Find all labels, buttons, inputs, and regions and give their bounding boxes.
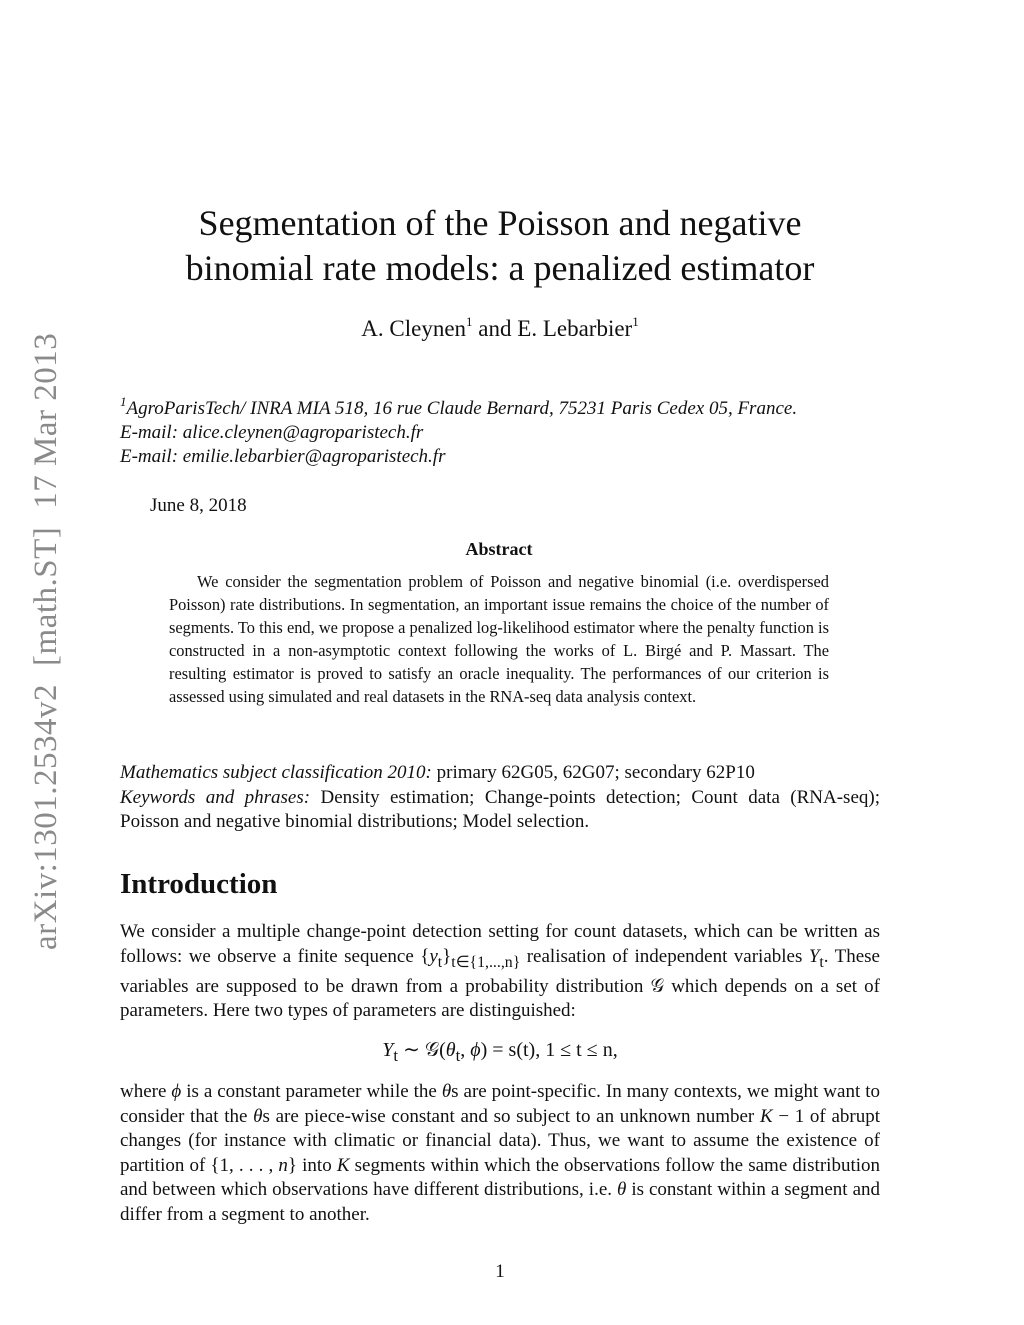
eq-theta-sub: t bbox=[455, 1046, 461, 1065]
para1-text-3: . These variables are supposed to be drawn from a probability distribution bbox=[120, 945, 880, 997]
var-Y: Y bbox=[808, 945, 820, 967]
seq-y: y bbox=[429, 945, 438, 967]
para1-text-4: which depends on a set of parameters. Here two types of parameters are distinguished: bbox=[120, 975, 881, 1022]
eq-phi: ϕ bbox=[470, 1039, 481, 1061]
introduction-paragraph-1: We consider a multiple change-point detection setting for count datasets, which can be written as follows: we observe a finite sequence $\{y_t\}_{t\in\{1,...,n\}}$ realisation of independent variables $Y_t$. These variables are supposed to be drawn from a probability distribution 𝒢 which depends on a set of parameters. Here two types of parameters are distinguished: bbox=[120, 921, 881, 1022]
affiliation-address-line bbox=[120, 393, 890, 421]
para1-text-2: realisation of independent variables bbox=[520, 945, 809, 967]
arxiv-id: arXiv:1301.2534v2 bbox=[28, 683, 64, 950]
para1-text-1: We consider a multiple change-point detection setting for count datasets, which can be written as follows: we observe a finite sequence bbox=[120, 921, 880, 967]
para2-K-1: K bbox=[759, 1105, 773, 1127]
para2-text-4: s are piece-wise constant and so subject to an unknown number bbox=[262, 1105, 760, 1127]
title-line-1: Segmentation of the Poisson and negative bbox=[198, 203, 802, 243]
arxiv-category: [math.ST] bbox=[28, 526, 64, 666]
keywords-line bbox=[120, 786, 880, 835]
para2-phi: ϕ bbox=[171, 1081, 182, 1102]
introduction-paragraph-2 bbox=[120, 1080, 880, 1227]
author-1: A. Cleynen bbox=[361, 316, 467, 341]
para2-text-3: s are point-specific. In many contexts, we might want to consider that the bbox=[120, 1081, 880, 1127]
eq-theta: θ bbox=[445, 1039, 456, 1061]
eq-Y-sub: t bbox=[393, 1046, 399, 1065]
email-1: E-mail: alice.cleynen@agroparistech.fr bbox=[120, 422, 424, 443]
seq-index: t∈{1,...,n} bbox=[451, 953, 521, 971]
keywords-value: Density estimation; Change-points detection; Count data (RNA-seq); Poisson and negative binomial distributions; Model selection. bbox=[120, 786, 880, 832]
para2-text-8: is constant within a segment and differ from a segment to another. bbox=[120, 1179, 880, 1225]
para2-K-2: K bbox=[336, 1154, 350, 1176]
author-joiner: and bbox=[472, 316, 518, 341]
msc-value: primary 62G05, 62G07; secondary 62P10 bbox=[431, 762, 755, 783]
author-2: E. Lebarbier bbox=[517, 316, 633, 341]
affiliation-block bbox=[120, 393, 890, 469]
keywords-label: Keywords and phrases: bbox=[120, 786, 311, 808]
author-2-affiliation-mark: 1 bbox=[632, 314, 639, 330]
page-number: 1 bbox=[495, 1261, 505, 1282]
arxiv-date: 17 Mar 2013 bbox=[28, 332, 64, 509]
para2-theta-3: θ bbox=[617, 1179, 627, 1200]
classification-block bbox=[120, 761, 880, 835]
eq-rel: ∼ bbox=[398, 1039, 425, 1061]
affiliation-address: AgroParisTech/ INRA MIA 518, 16 rue Claude Bernard, 75231 Paris Cedex 05, France. bbox=[126, 398, 798, 419]
seq-y-sub: t bbox=[437, 953, 443, 971]
abstract-heading: Abstract bbox=[465, 539, 533, 559]
display-equation: $Y_t$ ∼ $𝒢(\theta_t$, ϕ) = s(t), 1 ≤ t ≤ n, bbox=[382, 1039, 618, 1065]
msc-line bbox=[120, 761, 880, 786]
eq-rhs: = s(t), 1 ≤ t ≤ n, bbox=[487, 1039, 618, 1061]
eq-G: 𝒢 bbox=[424, 1039, 440, 1061]
paper-date: June 8, 2018 bbox=[150, 495, 247, 516]
var-Y-sub: t bbox=[819, 953, 824, 971]
para2-text-1: where bbox=[120, 1081, 172, 1102]
email-2: E-mail: emilie.lebarbier@agroparistech.fr bbox=[120, 446, 446, 467]
para2-text-2: is a constant parameter while the bbox=[181, 1081, 442, 1102]
para2-theta-2: θ bbox=[253, 1105, 263, 1127]
paper-title bbox=[120, 201, 880, 291]
abstract-text: We consider the segmentation problem of Poisson and negative binomial (i.e. overdispersed Poisson) rate distributions. In segmentation, an important issue remains the choice of the number of segments. To this end, we propose a penalized log-likelihood estimator where the penalty function is constructed in a non-asymptotic context following the works of L. Birgé and P. Massart. The resulting estimator is proved to satisfy an oracle inequality. The performances of our criterion is assessed using simulated and real datasets in the RNA-seq data analysis context. bbox=[169, 572, 829, 706]
eq-Y: Y bbox=[382, 1039, 394, 1061]
para2-text-6: } into bbox=[287, 1154, 337, 1176]
title-line-2: binomial rate models: a penalized estimator bbox=[185, 248, 815, 288]
para2-theta-1: θ bbox=[441, 1081, 452, 1102]
introduction-heading: Introduction bbox=[120, 868, 278, 900]
para2-text-5: − 1 of abrupt changes (for instance with climatic or financial data). Thus, we want to assume the existence of partition of {1, . . . , bbox=[120, 1105, 880, 1176]
author-1-affiliation-mark: 1 bbox=[466, 314, 473, 330]
msc-label: Mathematics subject classification 2010: bbox=[120, 762, 432, 783]
arxiv-stamp bbox=[28, 250, 65, 950]
para2-n: n bbox=[278, 1154, 288, 1176]
authors bbox=[120, 314, 880, 344]
dist-G: 𝒢 bbox=[650, 975, 665, 997]
affiliation-mark: 1 bbox=[120, 393, 127, 409]
para2-text-7: segments within which the observations follow the same distribution and between which observations have different distributions, i.e. bbox=[120, 1154, 880, 1200]
